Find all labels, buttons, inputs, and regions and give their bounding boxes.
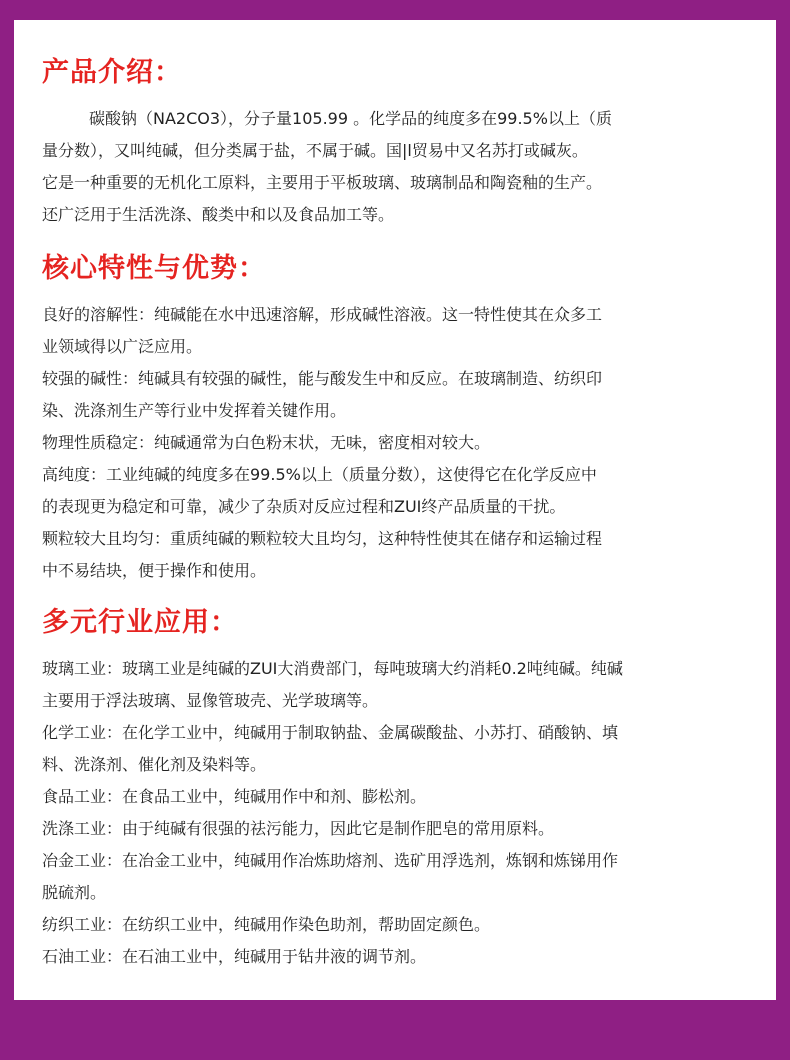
- list-item: 颗粒较大且均匀：重质纯碱的颗粒较大且均匀，这种特性使其在储存和运输过程 中不易结块，便于操作和使用。: [42, 529, 603, 580]
- section-title-applications: 多元行业应用：: [42, 607, 238, 638]
- intro-line: 碳酸钠（NA2CO3），分子量105.99 。化学品的纯度多在99.5%以上（质: [89, 109, 612, 128]
- section-title-intro: 产品介绍：: [42, 57, 182, 88]
- list-item: 良好的溶解性：纯碱能在水中迅速溶解，形成碱性溶液。这一特性使其在众多工 业领域得以广泛应用。: [42, 305, 603, 356]
- intro-line: 还广泛用于生活洗涤、酸类中和以及食品加工等。: [42, 205, 395, 224]
- intro-line: 它是一种重要的无机化工原料，主要用于平板玻璃、玻璃制品和陶瓷釉的生产。: [42, 173, 603, 192]
- section-title-features: 核心特性与优势：: [42, 253, 266, 284]
- list-item: 玻璃工业：玻璃工业是纯碱的ZUI大消费部门，每吨玻璃大约消耗0.2吨纯碱。纯碱 主要用于浮法玻璃、显像管玻壳、光学玻璃等。: [42, 659, 623, 710]
- features-list: [42, 299, 756, 587]
- list-item: 洗涤工业：由于纯碱有很强的祛污能力，因此它是制作肥皂的常用原料。: [42, 819, 555, 838]
- list-item: 较强的碱性：纯碱具有较强的碱性，能与酸发生中和反应。在玻璃制造、纺织印 染、洗涤剂生产等行业中发挥着关键作用。: [42, 369, 603, 420]
- list-item: 化学工业：在化学工业中，纯碱用于制取钠盐、金属碳酸盐、小苏打、硝酸钠、填 料、洗涤剂、催化剂及染料等。: [42, 723, 619, 774]
- intro-paragraph: [42, 103, 756, 231]
- list-item: 石油工业：在石油工业中，纯碱用于钻井液的调节剂。: [42, 947, 427, 966]
- list-item: 纺织工业：在纺织工业中，纯碱用作染色助剂，帮助固定颜色。: [42, 915, 491, 934]
- content-card: [14, 20, 776, 1000]
- list-item: 物理性质稳定：纯碱通常为白色粉末状，无味，密度相对较大。: [42, 433, 491, 452]
- intro-line: 量分数），又叫纯碱，但分类属于盐，不属于碱。国|l贸易中又名苏打或碱灰。: [42, 141, 588, 160]
- list-item: 高纯度：工业纯碱的纯度多在99.5%以上（质量分数），这使得它在化学反应中 的表现更为稳定和可靠，减少了杂质对反应过程和ZUI终产品质量的干扰。: [42, 465, 597, 516]
- list-item: 食品工业：在食品工业中，纯碱用作中和剂、膨松剂。: [42, 787, 427, 806]
- applications-list: [42, 653, 756, 973]
- list-item: 冶金工业：在冶金工业中，纯碱用作冶炼助熔剂、选矿用浮选剂，炼钢和炼锑用作 脱硫剂。: [42, 851, 619, 902]
